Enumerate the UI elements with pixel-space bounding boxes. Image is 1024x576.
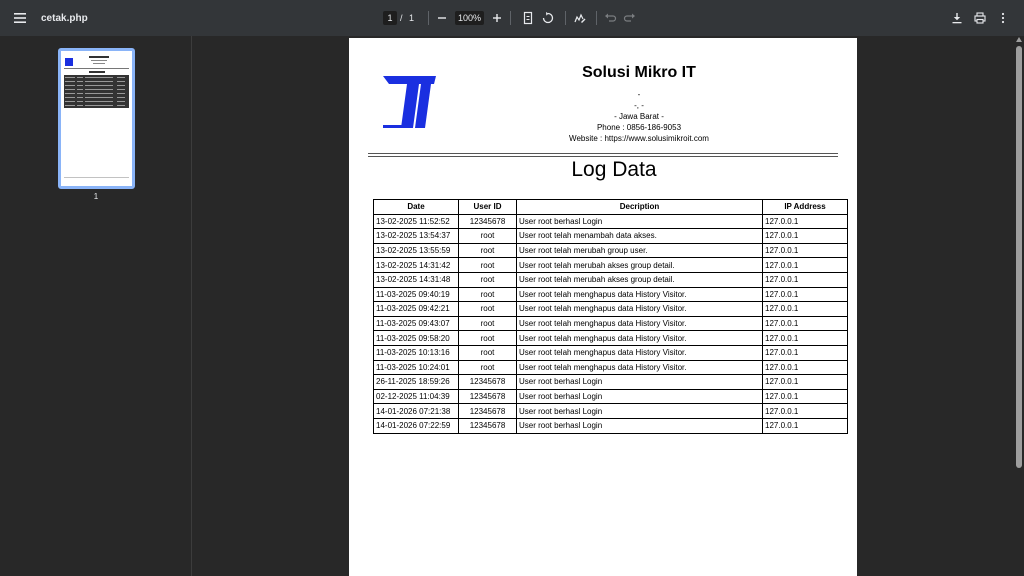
cell-description: User root telah menghapus data History Visitor.	[517, 287, 763, 302]
log-table	[373, 199, 848, 434]
menu-button[interactable]	[10, 8, 30, 28]
cell-user-id: 12345678	[459, 389, 517, 404]
cell-user-id: 12345678	[459, 214, 517, 229]
cell-description: User root telah menambah data akses.	[517, 229, 763, 244]
company-logo	[381, 72, 438, 132]
cell-user-id: root	[459, 345, 517, 360]
fit-page-button[interactable]	[519, 9, 537, 27]
cell-ip-address: 127.0.0.1	[763, 229, 848, 244]
cell-description: User root telah merubah group user.	[517, 243, 763, 258]
cell-description: User root berhasl Login	[517, 214, 763, 229]
cell-date: 13-02-2025 13:54:37	[374, 229, 459, 244]
address-line-2: -, -	[634, 101, 644, 110]
cell-user-id: 12345678	[459, 404, 517, 419]
cell-description: User root telah menghapus data History Visitor.	[517, 316, 763, 331]
column-header-ip-address: IP Address	[763, 200, 848, 215]
cell-date: 11-03-2025 10:24:01	[374, 360, 459, 375]
more-options-button[interactable]	[994, 9, 1012, 27]
zoom-out-button[interactable]	[433, 9, 451, 27]
cell-user-id: root	[459, 302, 517, 317]
table-row	[374, 418, 848, 433]
vertical-scrollbar[interactable]	[1014, 36, 1024, 576]
column-header-description: Decription	[517, 200, 763, 215]
zoom-in-button[interactable]	[488, 9, 506, 27]
address-line-3: - Jawa Barat -	[614, 112, 664, 121]
page-total: 1	[409, 13, 415, 23]
cell-date: 13-02-2025 14:31:48	[374, 272, 459, 287]
cell-description: User root berhasl Login	[517, 375, 763, 390]
cell-user-id: 12345678	[459, 375, 517, 390]
cell-date: 26-11-2025 18:59:26	[374, 375, 459, 390]
cell-description: User root telah merubah akses group detail.	[517, 258, 763, 273]
print-icon	[973, 11, 987, 25]
cell-user-id: root	[459, 331, 517, 346]
report-title: Log Data	[571, 158, 657, 181]
phone-line: Phone : 0856-186-9053	[596, 123, 682, 132]
page-thumbnail-preview	[61, 51, 132, 186]
annotate-icon	[573, 11, 587, 25]
table-row	[374, 331, 848, 346]
cell-user-id: root	[459, 360, 517, 375]
cell-date: 02-12-2025 11:04:39	[374, 389, 459, 404]
toolbar-divider	[596, 11, 597, 25]
toolbar-divider	[428, 11, 429, 25]
cell-ip-address: 127.0.0.1	[763, 331, 848, 346]
cell-ip-address: 127.0.0.1	[763, 258, 848, 273]
cell-ip-address: 127.0.0.1	[763, 360, 848, 375]
header-divider	[368, 153, 838, 154]
cell-ip-address: 127.0.0.1	[763, 418, 848, 433]
cell-description: User root telah menghapus data History Visitor.	[517, 331, 763, 346]
column-header-date: Date	[374, 200, 459, 215]
cell-user-id: root	[459, 243, 517, 258]
thumbnail-page-number: 1	[93, 192, 99, 201]
pdf-toolbar	[0, 0, 1024, 36]
cell-date: 14-01-2026 07:21:38	[374, 404, 459, 419]
annotate-button[interactable]	[571, 9, 589, 27]
thumbnail-sidebar	[0, 36, 192, 576]
address-line-1: -	[637, 90, 641, 99]
toolbar-divider	[510, 11, 511, 25]
toolbar-divider	[565, 11, 566, 25]
table-row	[374, 389, 848, 404]
cell-description: User root telah menghapus data History Visitor.	[517, 302, 763, 317]
undo-button[interactable]	[601, 9, 619, 27]
print-button[interactable]	[971, 9, 989, 27]
cell-ip-address: 127.0.0.1	[763, 287, 848, 302]
company-name: Solusi Mikro IT	[582, 64, 696, 81]
page-number-input[interactable]: 1	[383, 11, 397, 25]
cell-ip-address: 127.0.0.1	[763, 316, 848, 331]
table-row	[374, 214, 848, 229]
cell-date: 11-03-2025 09:58:20	[374, 331, 459, 346]
table-row	[374, 258, 848, 273]
cell-ip-address: 127.0.0.1	[763, 272, 848, 287]
cell-user-id: root	[459, 229, 517, 244]
table-row	[374, 375, 848, 390]
rotate-icon	[541, 11, 555, 25]
document-title: cetak.php	[41, 12, 88, 24]
cell-date: 11-03-2025 09:43:07	[374, 316, 459, 331]
cell-date: 11-03-2025 09:42:21	[374, 302, 459, 317]
table-row	[374, 316, 848, 331]
cell-date: 13-02-2025 13:55:59	[374, 243, 459, 258]
cell-ip-address: 127.0.0.1	[763, 375, 848, 390]
cell-ip-address: 127.0.0.1	[763, 243, 848, 258]
cell-date: 13-02-2025 11:52:52	[374, 214, 459, 229]
log-table-body	[374, 214, 848, 433]
rotate-button[interactable]	[539, 9, 557, 27]
cell-user-id: 12345678	[459, 418, 517, 433]
redo-icon	[623, 11, 637, 25]
cell-date: 11-03-2025 10:13:16	[374, 345, 459, 360]
header-divider	[368, 156, 838, 157]
cell-ip-address: 127.0.0.1	[763, 404, 848, 419]
table-row	[374, 272, 848, 287]
cell-ip-address: 127.0.0.1	[763, 302, 848, 317]
download-button[interactable]	[948, 9, 966, 27]
cell-description: User root berhasl Login	[517, 404, 763, 419]
cell-description: User root telah merubah akses group detail.	[517, 272, 763, 287]
scroll-up-arrow-icon[interactable]	[1016, 37, 1022, 42]
table-row	[374, 243, 848, 258]
cell-description: User root berhasl Login	[517, 418, 763, 433]
cell-user-id: root	[459, 287, 517, 302]
pdf-page	[349, 38, 857, 576]
more-icon	[996, 11, 1010, 25]
zoom-out-icon	[435, 11, 449, 25]
table-row	[374, 229, 848, 244]
zoom-level-input[interactable]: 100%	[455, 11, 484, 25]
table-row	[374, 302, 848, 317]
column-header-user-id: User ID	[459, 200, 517, 215]
download-icon	[950, 11, 964, 25]
cell-ip-address: 127.0.0.1	[763, 345, 848, 360]
cell-user-id: root	[459, 272, 517, 287]
cell-description: User root berhasl Login	[517, 389, 763, 404]
cell-description: User root telah menghapus data History Visitor.	[517, 360, 763, 375]
table-header-row	[374, 200, 848, 215]
undo-icon	[603, 11, 617, 25]
page-thumbnail[interactable]	[58, 48, 135, 189]
scrollbar-thumb[interactable]	[1016, 46, 1022, 468]
cell-user-id: root	[459, 258, 517, 273]
table-row	[374, 345, 848, 360]
table-row	[374, 404, 848, 419]
table-row	[374, 287, 848, 302]
cell-date: 11-03-2025 09:40:19	[374, 287, 459, 302]
cell-user-id: root	[459, 316, 517, 331]
website-line: Website : https://www.solusimikroit.com	[569, 134, 709, 143]
cell-description: User root telah menghapus data History Visitor.	[517, 345, 763, 360]
cell-ip-address: 127.0.0.1	[763, 214, 848, 229]
menu-icon	[14, 13, 26, 23]
cell-ip-address: 127.0.0.1	[763, 389, 848, 404]
fit-page-icon	[521, 11, 535, 25]
cell-date: 14-01-2026 07:22:59	[374, 418, 459, 433]
cell-date: 13-02-2025 14:31:42	[374, 258, 459, 273]
page-separator: /	[400, 13, 403, 23]
zoom-in-icon	[490, 11, 504, 25]
redo-button[interactable]	[621, 9, 639, 27]
table-row	[374, 360, 848, 375]
